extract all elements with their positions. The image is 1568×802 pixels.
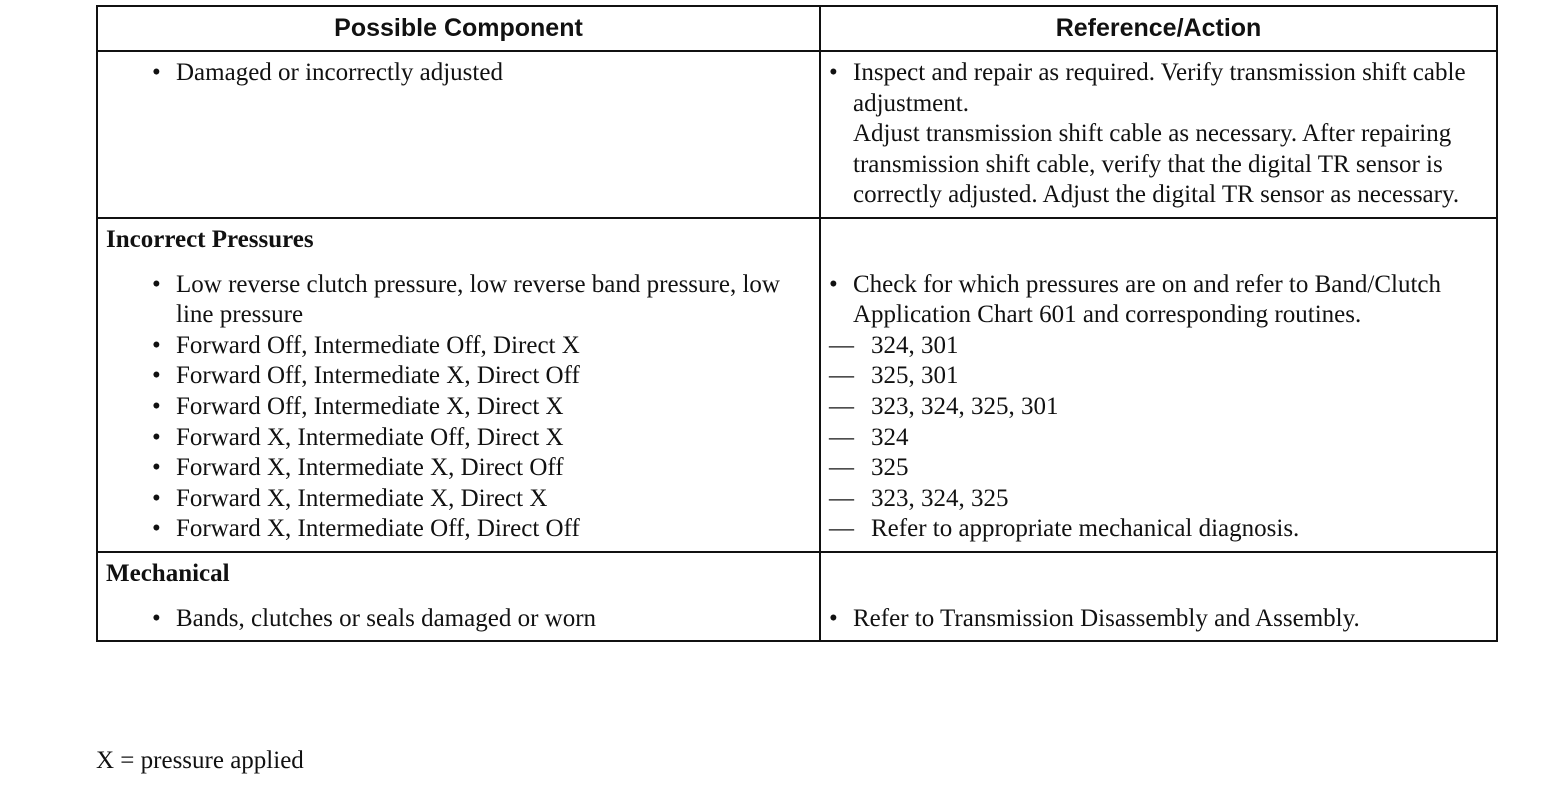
component-cell: [97, 51, 820, 218]
list-item: • Forward Off, Intermediate Off, Direct X: [152, 331, 809, 362]
list-item: • Forward X, Intermediate Off, Direct Off: [152, 514, 809, 545]
routine-item: — 323, 324, 325: [829, 484, 1486, 515]
list-item: • Forward X, Intermediate X, Direct X: [152, 484, 809, 515]
list-item: • Forward X, Intermediate X, Direct Off: [152, 453, 809, 484]
action-list: [829, 270, 1486, 331]
action-cell: [820, 552, 1497, 641]
header-possible-component: Possible Component: [97, 6, 820, 51]
table-row: [97, 218, 1497, 552]
action-paragraph: Adjust transmission shift cable as necessary. After repairing transmission shift cable, verify that the digital TR sensor is correctly adjusted. Adjust the digital TR sensor as necessary.: [853, 120, 1460, 209]
list-item: • Forward X, Intermediate Off, Direct X: [152, 423, 809, 454]
header-row: [97, 6, 1497, 51]
component-list: [152, 604, 809, 635]
routine-item: — 323, 324, 325, 301: [829, 392, 1486, 423]
routine-list: [829, 331, 1486, 545]
table-row: [97, 51, 1497, 218]
component-cell: [97, 552, 820, 641]
action-cell: [820, 51, 1497, 218]
action-list: [829, 604, 1486, 635]
action-cell: [820, 218, 1497, 552]
component-cell: [97, 218, 820, 552]
list-item: • Forward Off, Intermediate X, Direct X: [152, 392, 809, 423]
list-item: • Check for which pressures are on and refer to Band/Clutch Application Chart 601 and corresponding routines.: [829, 270, 1486, 331]
list-item: [829, 58, 1486, 211]
action-paragraph: • Inspect and repair as required. Verify transmission shift cable adjustment.: [853, 59, 1466, 117]
footnote: X = pressure applied: [96, 747, 304, 774]
component-list: [152, 58, 809, 89]
table-row: [97, 552, 1497, 641]
routine-item: — 324, 301: [829, 331, 1486, 362]
action-list: [829, 58, 1486, 211]
list-item: • Low reverse clutch pressure, low reverse band pressure, low line pressure: [152, 270, 809, 331]
component-list: [152, 270, 809, 545]
header-reference-action: Reference/Action: [820, 6, 1497, 51]
routine-item: — 325: [829, 453, 1486, 484]
routine-item: — Refer to appropriate mechanical diagnosis.: [829, 514, 1486, 545]
list-item: • Damaged or incorrectly adjusted: [152, 58, 809, 89]
section-title: Mechanical: [106, 559, 230, 587]
list-item: • Bands, clutches or seals damaged or worn: [152, 604, 809, 635]
routine-item: — 324: [829, 423, 1486, 454]
list-item: • Forward Off, Intermediate X, Direct Off: [152, 361, 809, 392]
diagnosis-table: [96, 5, 1498, 642]
routine-item: — 325, 301: [829, 361, 1486, 392]
section-title: Incorrect Pressures: [106, 225, 314, 253]
list-item: • Refer to Transmission Disassembly and Assembly.: [829, 604, 1486, 635]
